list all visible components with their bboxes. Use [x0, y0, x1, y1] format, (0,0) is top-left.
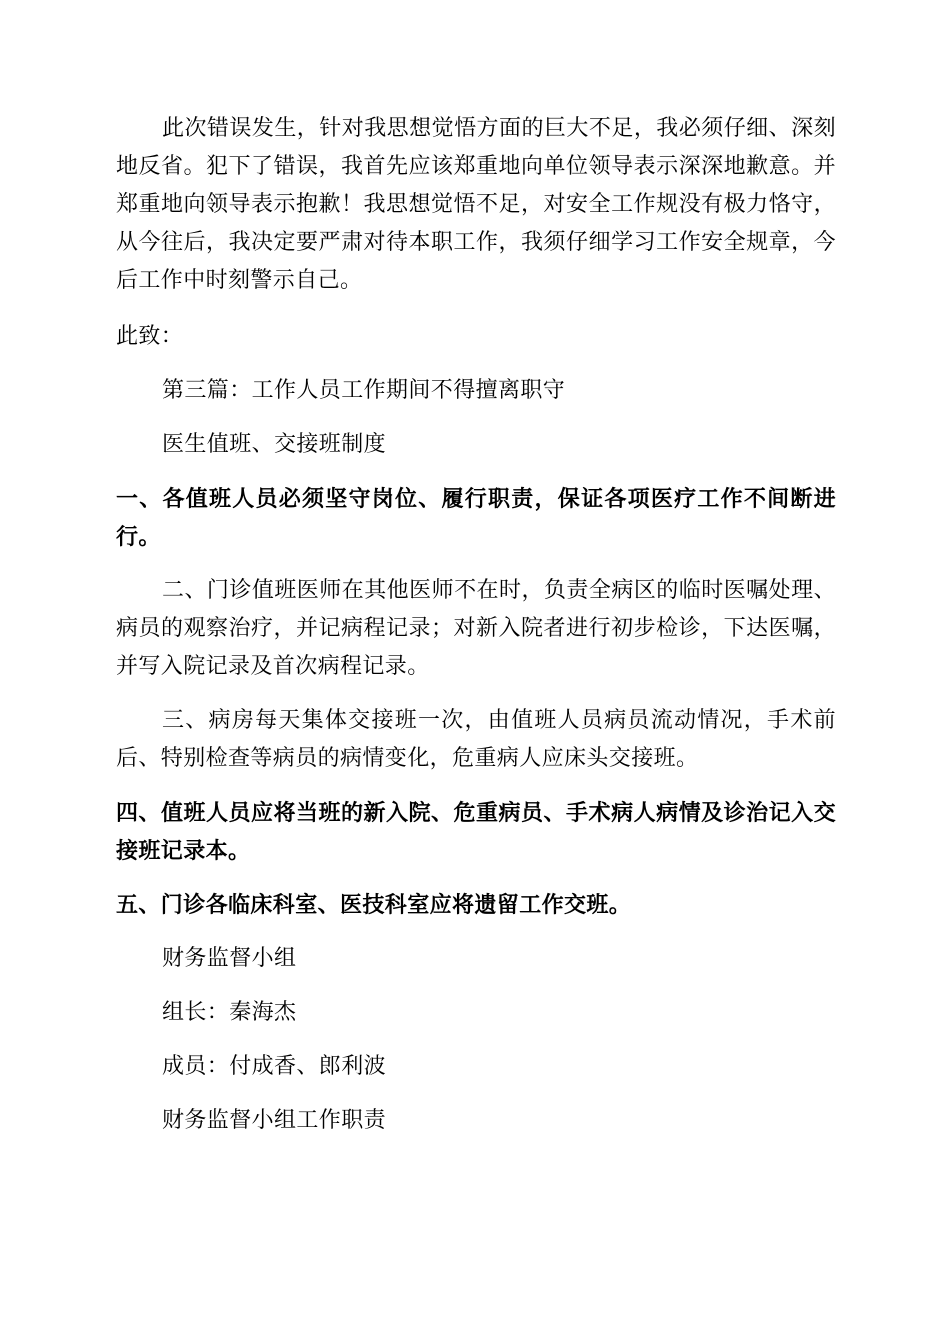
- rule-5: 五、门诊各临床科室、医技科室应将遗留工作交班。: [116, 892, 632, 918]
- rule-3: 三、病房每天集体交接班一次，由值班人员病员流动情况，手术前后、特别检查等病员的病情变化，危重病人应床头交接班。: [116, 708, 836, 771]
- rule-1: 一、各值班人员必须坚守岗位、履行职责，保证各项医疗工作不间断进行。: [116, 486, 836, 550]
- group-name: 财务监督小组: [162, 946, 297, 971]
- rule-4: 四、值班人员应将当班的新入院、危重病员、手术病人病情及诊治记入交接班记录本。: [116, 800, 836, 864]
- group-leader: 组长：秦海杰: [162, 1000, 297, 1025]
- rule-2: 二、门诊值班医师在其他医师不在时，负责全病区的临时医嘱处理、病员的观察治疗，并记病程记录；对新入院者进行初步检诊，下达医嘱，并写入院记录及首次病程记录。: [116, 578, 836, 679]
- group-members: 成员：付成香、郎利波: [162, 1054, 387, 1079]
- regulation-title: 医生值班、交接班制度: [162, 432, 387, 457]
- apology-paragraph: 此次错误发生，针对我思想觉悟方面的巨大不足，我必须仔细、深刻地反省。犯下了错误，我首先应该郑重地向单位领导表示深深地歉意。并郑重地向领导表示抱歉！我思想觉悟不足，对安全工作规没有极力恪守，从今往后，我决定要严肃对待本职工作，我须仔细学习工作安全规章，今后工作中时刻警示自己。: [116, 116, 836, 293]
- closing-salutation: 此致：: [116, 324, 184, 349]
- group-duties-title: 财务监督小组工作职责: [162, 1108, 387, 1133]
- section-title: 第三篇：工作人员工作期间不得擅离职守: [162, 378, 566, 403]
